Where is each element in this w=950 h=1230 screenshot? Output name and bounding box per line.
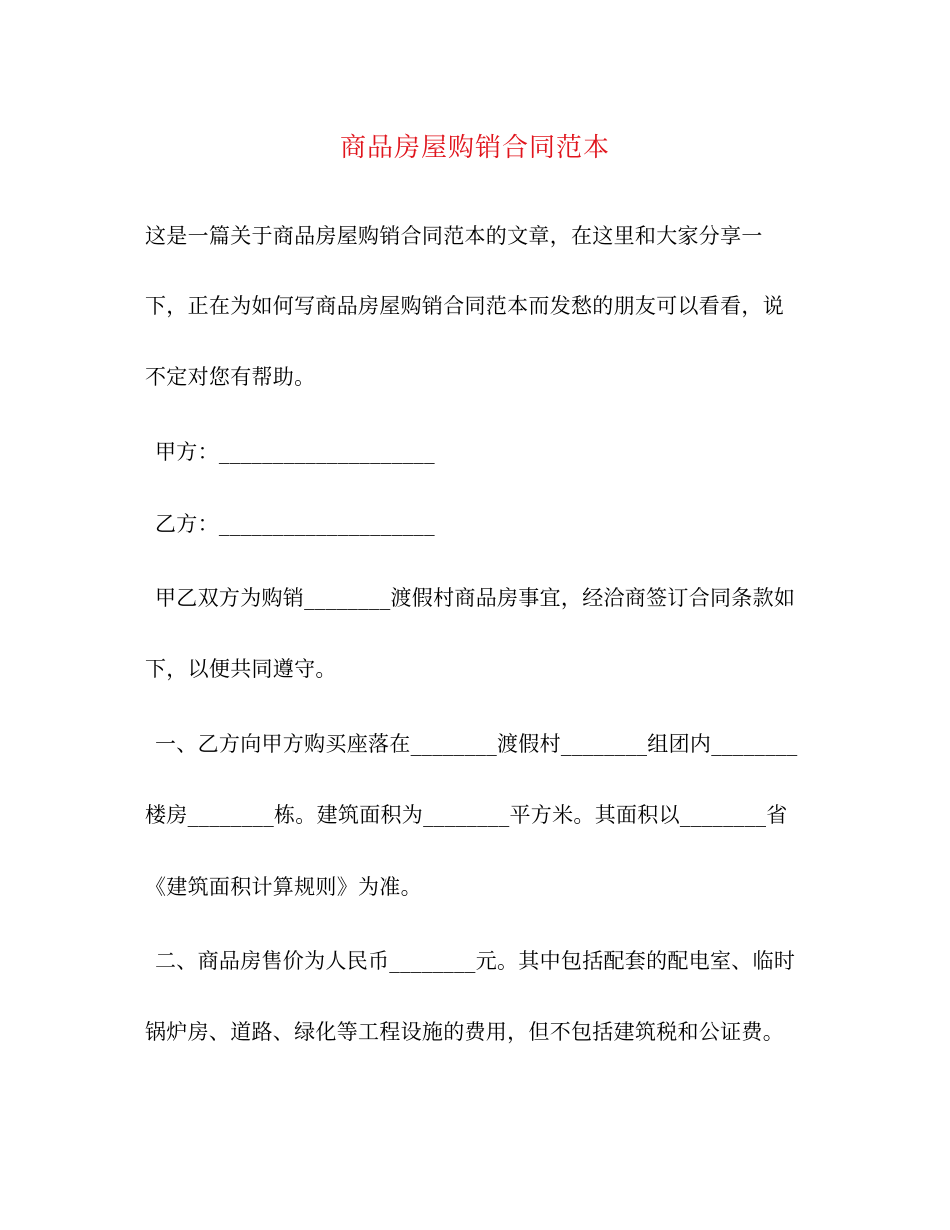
- intro-line-1: 这是一篇关于商品房屋购销合同范本的文章，在这里和大家分享一: [145, 224, 763, 248]
- clause-1-line-2: 楼房________栋。建筑面积为________平方米。其面积以________省: [145, 803, 788, 827]
- intro-line-3: 不定对您有帮助。: [145, 365, 316, 389]
- clause-1-line-3: 《建筑面积计算规则》为准。: [145, 875, 422, 899]
- clause-2-line-1: 二、商品房售价为人民币________元。其中包括配套的配电室、临时: [155, 949, 796, 973]
- clause-1-line-1: 一、乙方向甲方购买座落在________渡假村________组团内________: [155, 732, 798, 756]
- document-title: 商品房屋购销合同范本: [339, 133, 610, 163]
- party-b-field: 乙方：____________________: [155, 512, 435, 536]
- preamble-line-2: 下，以便共同遵守。: [145, 657, 337, 681]
- preamble-line-1: 甲乙双方为购销________渡假村商品房事宜，经洽商签订合同条款如: [155, 586, 796, 610]
- party-a-field: 甲方：____________________: [155, 440, 435, 464]
- intro-line-2: 下，正在为如何写商品房屋购销合同范本而发愁的朋友可以看看，说: [145, 294, 784, 318]
- clause-2-line-2: 锅炉房、道路、绿化等工程设施的费用，但不包括建筑税和公证费。: [145, 1020, 784, 1044]
